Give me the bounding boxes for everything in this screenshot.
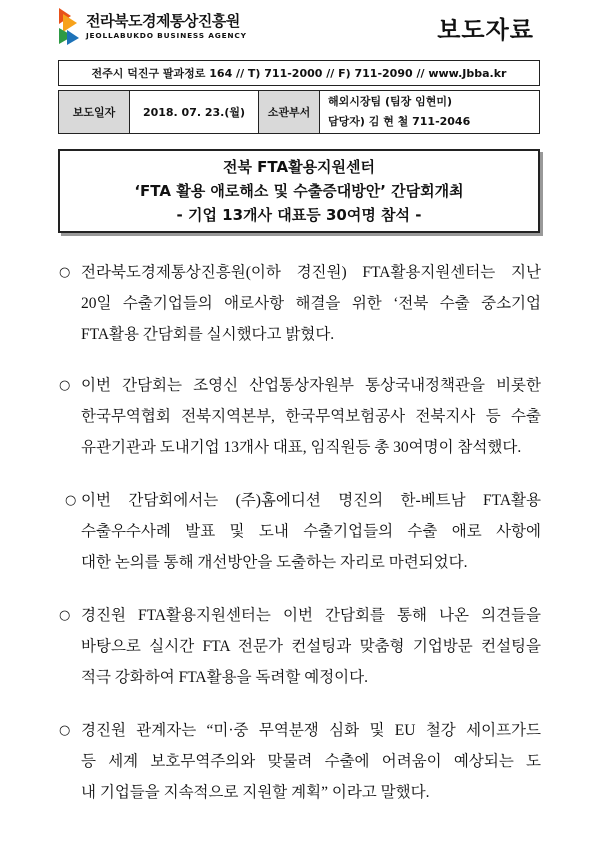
paragraph-line: 유관기관과 도내기업 13개사 대표, 임직원등 총 30여명이 참석했다.	[81, 439, 522, 456]
paragraph-line: 경진원 FTA활용지원센터는 이번 간담회를 통해 나온 의견들을	[81, 607, 541, 624]
dept-team: 해외시장팀 (팀장 임현미)	[328, 95, 452, 108]
headline-box	[58, 149, 540, 233]
paragraph-1	[59, 257, 541, 350]
paragraph-line: 내 기업들을 지속적으로 지원할 계획” 이라고 말했다.	[81, 784, 430, 801]
paragraph-line: 이번 간담회에서는 (주)홈에디션 명진의 한-베트남 FTA활용	[81, 492, 541, 509]
dept-label: 소관부서	[259, 91, 320, 134]
agency-logo-icon	[57, 6, 81, 46]
paragraph-line: 바탕으로 실시간 FTA 전문가 컨설팅과 맞춤형 기업방문 컨설팅을	[81, 638, 541, 655]
paragraph-line: FTA활용 간담회를 실시했다고 밝혔다.	[81, 326, 335, 343]
dept-cell	[320, 91, 540, 134]
agency-logo	[57, 6, 277, 46]
headline-line-2: ‘FTA 활용 애로해소 및 수출증대방안’ 간담회개최	[134, 182, 464, 200]
contact-line: 전주시 덕진구 팔과정로 164 // T) 711-2000 // F) 711-2090 // www.Jbba.kr	[58, 60, 540, 86]
headline-line-3: - 기업 13개사 대표등 30여명 참석 -	[176, 206, 422, 224]
paragraph-2	[59, 370, 541, 463]
paragraph-line: 한국무역협회 전북지역본부, 한국무역보험공사 전북지사 등 수출	[81, 408, 541, 425]
bullet-icon: ○	[59, 723, 71, 738]
paragraph-line: 20일 수출기업들의 애로사항 해결을 위한 ‘전북 수출 중소기업	[81, 295, 541, 312]
release-info-table	[58, 90, 540, 134]
paragraph-4	[59, 600, 541, 693]
doc-type-title: 보도자료	[437, 16, 534, 44]
paragraph-line: 대한 논의를 통해 개선방안을 도출하는 자리로 마련되었다.	[81, 554, 468, 571]
paragraph-line: 경진원 관계자는 “미·중 무역분쟁 심화 및 EU 철강 세이프가드	[81, 722, 541, 739]
paragraph-line: 적극 강화하여 FTA활용을 독려할 예정이다.	[81, 669, 368, 686]
paragraph-line: 수출우수사례 발표 및 도내 수출기업들의 수출 애로 사항에	[81, 523, 541, 540]
bullet-icon: ○	[59, 378, 71, 393]
paragraph-3	[65, 485, 541, 578]
bullet-icon: ○	[59, 265, 71, 280]
date-value: 2018. 07. 23.(월)	[130, 91, 259, 134]
paragraph-5	[59, 715, 541, 808]
paragraph-line: 등 세계 보호무역주의와 맞물려 수출에 어려움이 예상되는 도	[81, 753, 541, 770]
agency-name-en: JEOLLABUKDO BUSINESS AGENCY	[86, 31, 247, 40]
bullet-icon: ○	[65, 493, 77, 508]
date-label: 보도일자	[59, 91, 130, 134]
paragraph-line: 이번 간담회는 조영신 산업통상자원부 통상국내정책관을 비롯한	[81, 377, 541, 394]
paragraph-line: 전라북도경제통상진흥원(이하 경진원) FTA활용지원센터는 지난	[81, 264, 541, 281]
dept-contact: 담당자) 김 현 철 711-2046	[328, 115, 471, 128]
headline-line-1: 전북 FTA활용지원센터	[222, 158, 376, 176]
agency-name-ko: 전라북도경제통상진흥원	[86, 12, 240, 30]
bullet-icon: ○	[59, 608, 71, 623]
